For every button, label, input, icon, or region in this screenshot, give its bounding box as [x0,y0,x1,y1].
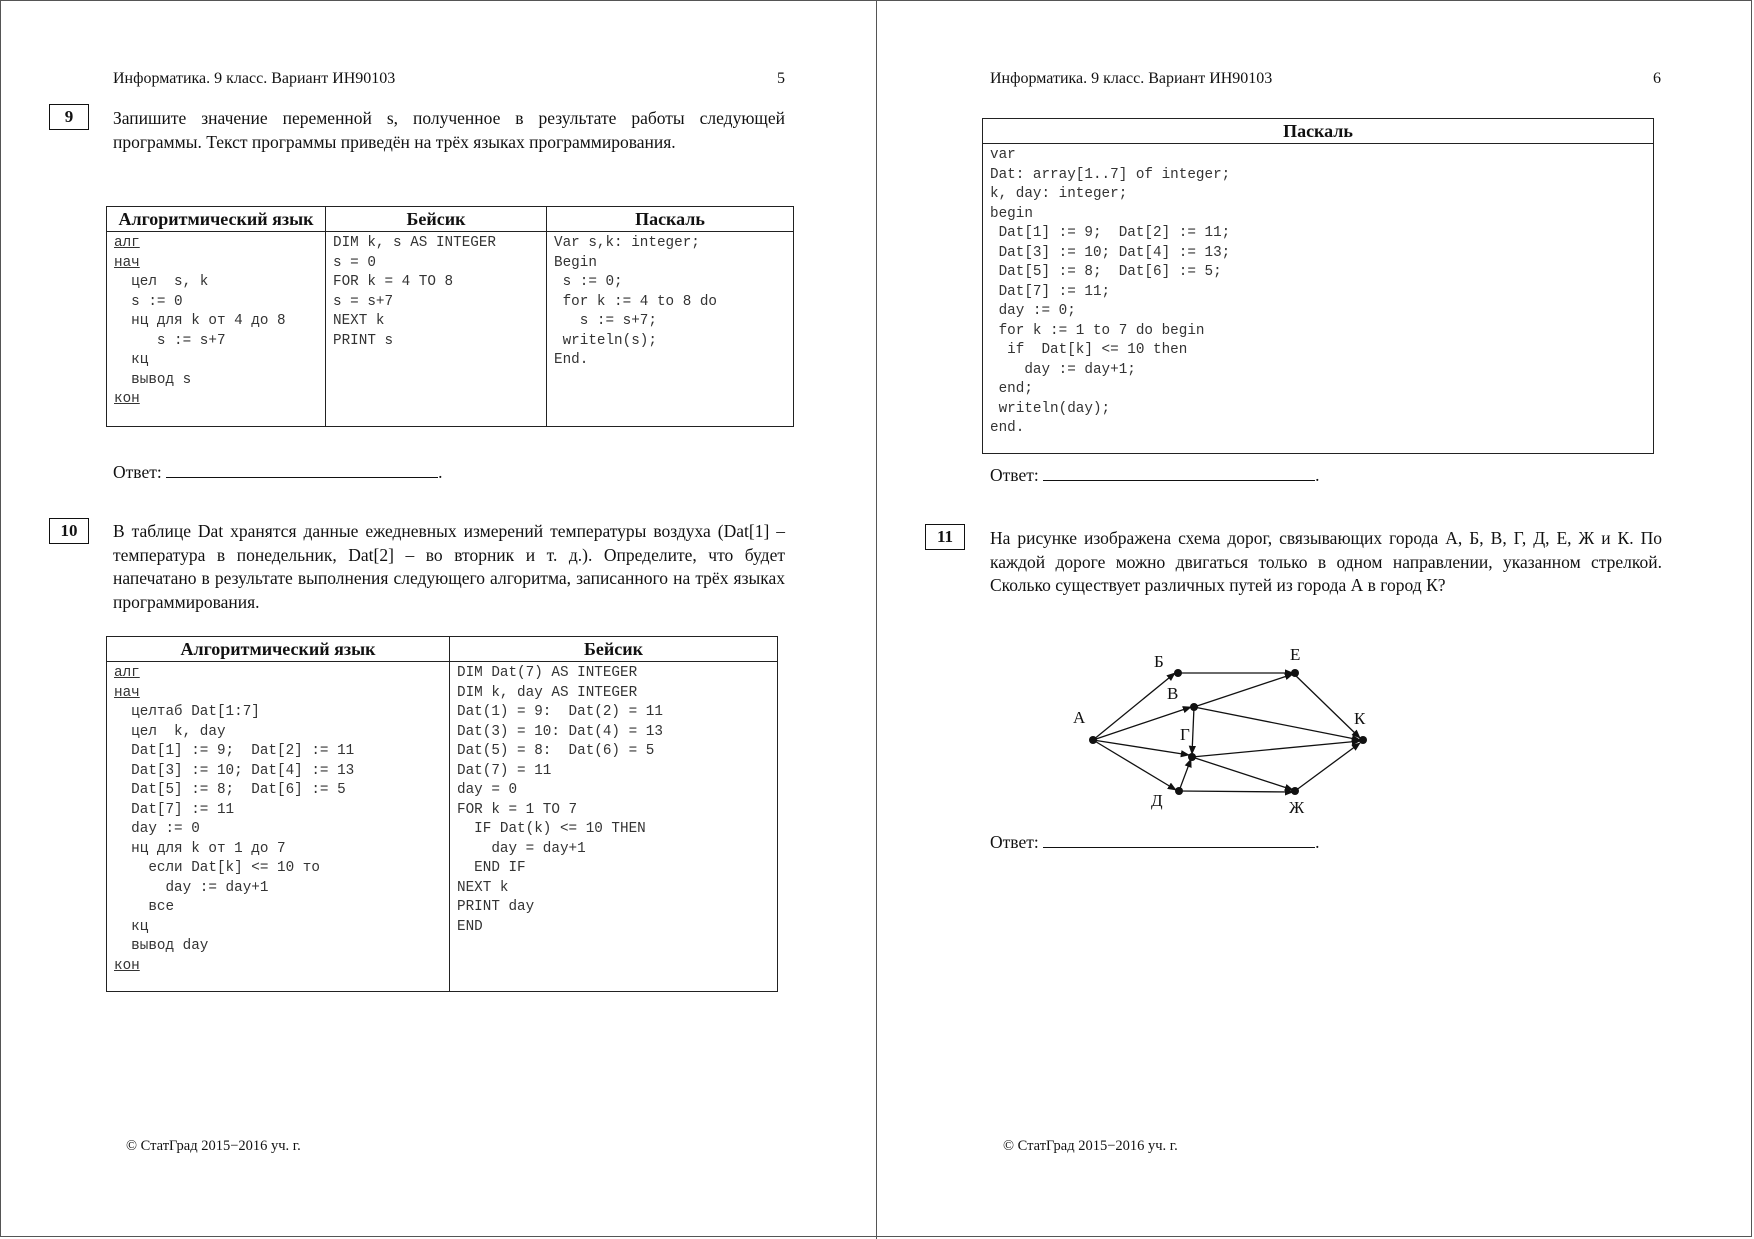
code-line: кц [114,918,149,935]
label-e: Е [1290,645,1301,664]
code-line: writeln(day); [990,400,1111,417]
edge-a-g [1093,740,1189,755]
code-line: FOR k = 4 TO 8 [333,274,454,290]
edge-zh-k [1295,743,1360,791]
code-line: Dat[5] := 8; Dat[6] := 5; [990,264,1222,280]
code-line: Dat[7] := 11 [114,801,235,818]
code-line: s := 0; [554,274,623,290]
code-line: нц для k от 4 до 8 [114,313,286,329]
task-10-text: В таблице Dat хранятся данные ежедневных измерений температуры воздуха (Dat[1] – температура в понедельник, Dat[2] – во вторник и т. д.). Определите, что будет напечатано в результате выполнения следующего алгоритма, записанного на трёх языках программирования. [113,521,785,612]
answer-label: Ответ: [990,832,1039,852]
edge-g-zh [1192,757,1293,790]
page-header-left: Информатика. 9 класс. Вариант ИН90103 [113,70,396,87]
code-line: нач [114,254,140,271]
road-graph [1060,640,1380,820]
footer-left: © СтатГрад 2015−2016 уч. г. [126,1138,301,1154]
edge-v-g [1192,707,1194,754]
code-line: кон [114,391,140,407]
edge-d-g [1179,759,1191,791]
node-d [1175,787,1183,795]
code-line: s = s+7 [333,293,394,310]
code-line: PRINT day [457,899,535,915]
code-line: DIM k, s AS INTEGER [333,235,497,251]
code-line: цел k, day [114,723,226,740]
code-line: цел s, k [114,274,209,290]
label-b: Б [1154,652,1164,671]
task-11-number: 11 [925,524,965,550]
task-10-col-basic: Бейсик [450,637,778,662]
code-line: day := 0 [114,821,200,837]
code-line: end. [990,420,1025,436]
code-line: PRINT s [333,332,394,349]
code-line: end; [990,381,1033,397]
code-line: s = 0 [333,254,376,271]
code-line: FOR k = 1 TO 7 [457,801,578,818]
code-line: Dat[1] := 9; Dat[2] := 11; [990,225,1231,241]
page-divider [876,0,877,1239]
code-line: DIM k, day AS INTEGER [457,684,638,701]
code-line: алг [114,235,140,251]
code-line: Dat[1] := 9; Dat[2] := 11 [114,743,355,759]
edge-v-k [1194,707,1360,740]
page-number-left: 5 [777,70,785,87]
code-line: day := 0; [990,303,1076,319]
edge-v-e [1194,674,1293,707]
code-line: k, day: integer; [990,186,1128,202]
code-line: DIM Dat(7) AS INTEGER [457,665,638,681]
code-line: целтаб Dat[1:7] [114,704,260,720]
code-line: кц [114,352,149,368]
code-line: s := s+7; [554,313,657,329]
code-line: Dat(7) = 11 [457,762,552,779]
page-header-right: Информатика. 9 класс. Вариант ИН90103 [990,70,1273,87]
code-line: NEXT k [333,313,385,329]
task-10-answer: Ответ: . [990,465,1320,485]
task-10-col-algo: Алгоритмический язык [107,637,450,662]
task-10-code-table [106,636,778,992]
code-line: вывод day [114,938,209,954]
answer-input-line[interactable] [1043,466,1315,481]
label-k: К [1354,709,1366,728]
code-line: нач [114,684,140,701]
code-line: s := 0 [114,293,183,310]
node-zh [1291,787,1299,795]
code-line: day := day+1 [114,879,269,896]
code-line: нц для k от 1 до 7 [114,840,286,857]
node-a [1089,736,1097,744]
label-g: Г [1180,725,1190,744]
task-10-basic-code [450,662,778,992]
task-11-answer: Ответ: . [990,832,1320,852]
code-line: var [990,147,1016,163]
answer-label: Ответ: [990,465,1039,485]
task-9-algo-code [107,232,326,427]
task-9-text: Запишите значение переменной s, полученное в результате работы следующей программы. Текст программы приведён на трёх языках программирования. [113,108,785,152]
answer-input-line[interactable] [1043,833,1315,848]
code-line: day = 0 [457,782,518,798]
code-line: writeln(s); [554,332,657,349]
code-line: for k := 1 to 7 do begin [990,322,1205,339]
task-9-answer: Ответ: . [113,462,443,482]
edge-a-v [1093,707,1191,740]
edge-a-b [1093,673,1175,740]
code-line: Dat[5] := 8; Dat[6] := 5 [114,782,346,798]
task-9-col-pascal: Паскаль [547,207,794,232]
node-k [1359,736,1367,744]
label-d: Д [1151,791,1163,810]
task-9-col-algo: Алгоритмический язык [107,207,326,232]
code-line: Dat(1) = 9: Dat(2) = 11 [457,704,663,720]
code-line: кон [114,957,140,974]
code-line: begin [990,205,1033,222]
code-line: day = day+1 [457,840,586,857]
task-10-pascal-code [983,144,1654,454]
task-9-code-table [106,206,794,427]
code-line: Dat(5) = 8: Dat(6) = 5 [457,743,655,759]
code-line: все [114,899,175,915]
code-line: Begin [554,254,597,271]
code-line: Dat[3] := 10; Dat[4] := 13 [114,762,355,779]
label-a: А [1073,708,1086,727]
task-11-text: На рисунке изображена схема дорог, связывающих города А, Б, В, Г, Д, Е, Ж и К. По каждой дороге можно двигаться только в одном направлении, указанном стрелкой. Сколько существует различных путей из города А в город К? [990,528,1662,595]
code-line: если Dat[k] <= 10 то [114,860,320,876]
code-line: day := day+1; [990,361,1136,378]
label-v: В [1167,684,1179,703]
code-line: Dat[7] := 11; [990,283,1111,300]
task-9-number: 9 [49,104,89,130]
code-line: for k := 4 to 8 do [554,293,718,310]
code-line: END [457,918,483,935]
task-10-algo-code [107,662,450,992]
code-line: Dat: array[1..7] of integer; [990,166,1231,183]
code-line: NEXT k [457,879,509,896]
code-line: алг [114,665,140,681]
code-line: Var s,k: integer; [554,235,700,251]
page-number-right: 6 [1653,70,1661,87]
task-10-col-pascal: Паскаль [983,119,1654,144]
edge-d-zh [1179,791,1293,792]
code-line: END IF [457,860,526,876]
node-g [1188,753,1196,761]
task-9-basic-code [326,232,547,427]
code-line: End. [554,352,589,368]
code-line: вывод s [114,371,192,388]
code-line: IF Dat(k) <= 10 THEN [457,821,646,837]
task-9-col-basic: Бейсик [326,207,547,232]
code-line: Dat(3) = 10: Dat(4) = 13 [457,723,663,740]
task-10-pascal-table [982,118,1654,454]
answer-input-line[interactable] [166,463,438,478]
task-10-number: 10 [49,518,89,544]
edge-a-d [1093,740,1176,790]
node-b [1174,669,1182,677]
answer-label: Ответ: [113,462,162,482]
code-line: s := s+7 [114,332,226,349]
code-line: if Dat[k] <= 10 then [990,342,1188,358]
task-9-pascal-code [547,232,794,427]
label-zh: Ж [1289,798,1305,817]
edge-g-k [1192,741,1360,757]
node-e [1291,669,1299,677]
footer-right: © СтатГрад 2015−2016 уч. г. [1003,1138,1178,1154]
code-line: Dat[3] := 10; Dat[4] := 13; [990,244,1231,261]
node-v [1190,703,1198,711]
